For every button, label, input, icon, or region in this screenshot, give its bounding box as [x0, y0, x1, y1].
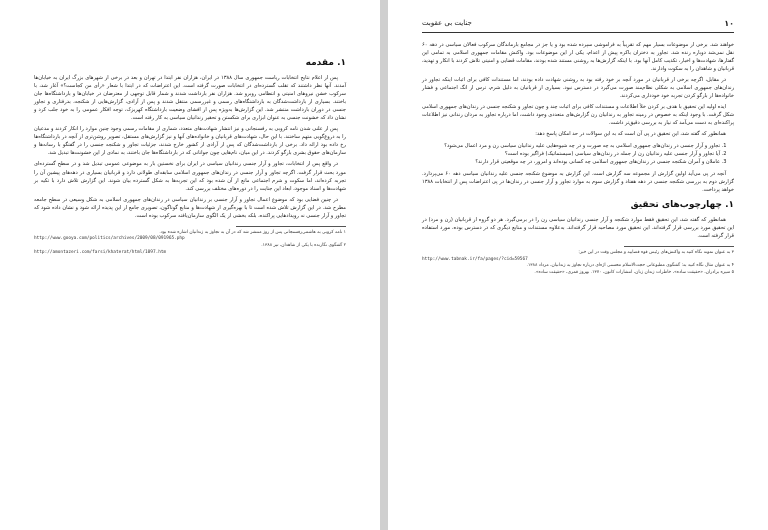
body-paragraph: همانطور که گفته شد، این تحقیق فقط موارد شکنجه و آزار جنسی زندانیان سیاسی زن را در برمی‌گیرد. هر دو گروه از قربانیان (زن و مرد) در این تحقیق مورد بررسی قرار گرفته‌اند. این تحقیق مورد مصاحبه قرار گرفته‌اند. به‌علاوه مستندات و منابع دیگری که در دسترس بوده، مورد استفاده قرار گرفته است. — [422, 216, 734, 239]
question-item: 3. عاملان و آمران شکنجه جنسی در زندان‌های جمهوری اسلامی چه کسانی بوده‌اند و امروز، در چه موقعیتی قرار دارند؟ — [422, 158, 720, 166]
body-paragraph: در چنین فضایی بود که موضوع اعمال تجاوز و آزار جنسی بر زندانیان سیاسی در زندان‌های جمهوری اسلامی به شکل وسیعی در سطح جامعه مطرح شد. در این گزارش تلاش شده است تا با بهره‌گیری از شهادت‌ها و منابع گوناگون، تصویری جامع از این پدیده ارائه شود و نشان داده شود که تجاوز و آزار جنسی نه رویدادهایی پراکنده، بلکه بخشی از یک الگوی سازمان‌یافته سرکوب بوده است. — [34, 196, 346, 219]
body-paragraph: خواهند شد. برخی از موضوعات بسیار مهم که تقریباً به فراموشی سپرده شده بود و یا جز در مجامع بازماندگان سرکوب فعالان سیاسی در دهه ۶۰ نقل نمی‌شد دوباره زنده شد. تجاوز به دختران باکره پیش از اعدام، یکی از این موضوعات بود. واکنش مقامات جمهوری اسلامی به تمامی این گفتارها، شهادت‌ها و اخبار، تکذیب کامل آنها بود. با اینکه گزارش‌ها به روشنی مستند شده بودند، مقامات قضایی و امنیتی تلاش کردند با انکار و تهدید، قربانیان و شاهدان را به سکوت وادارند. — [422, 42, 734, 73]
research-questions — [422, 142, 720, 166]
footnote-divider — [236, 226, 346, 227]
section-title-framework: ۱. چهارچوب‌های تحقیق — [630, 199, 734, 210]
footnote: ۵ منیره برادران، «حقیقت ساده»، خاطرات زندان زنان، انتشارات کانون، ۱۳۷۰. بهروز قمری، «حقیقت ساده». — [534, 269, 734, 275]
left-page — [0, 0, 380, 530]
right-page — [388, 0, 768, 530]
book-title: جنایت بی عقوبت — [422, 19, 472, 27]
body-paragraph: همانطور که گفته شد، این تحقیق در پی آن است که به این سوالات در حد امکان پاسخ دهد: — [535, 131, 726, 138]
footnote-link[interactable]: http://amontazeri.com/farsi/khaterat/html/1097.htm — [34, 249, 167, 255]
body-paragraph: آنچه در پی می‌آید اولین گزارش از مجموعه سه گزارش است. این گزارش به موضوع شکنجه جنسی علیه زندانیان سیاسی دهه ۶۰ می‌پردازد. گزارش دوم به بررسی شکنجه جنسی در دهه هفتاد و گزارش سوم به موارد تجاوز و آزار جنسی در زندان‌ها در پی اعتراضات پس از انتخابات ۱۳۸۸ خواهد پرداخت. — [422, 170, 734, 193]
body-paragraph: در مقابل، اگرچه برخی از قربانیان در مورد آنچه بر خود رفته بود به روشنی شهادت داده بودند، اما مستندات کافی برای اثبات اینکه تجاوز در زندان‌های جمهوری اسلامی به شکلی نظام‌مند صورت می‌گیرد در دسترس نبود. بسیاری از قربانیان به دلیل شرم، ترس از انگ اجتماعی و فشار خانواده‌ها از بازگو کردن تجربه خود خودداری می‌کردند. — [422, 77, 734, 100]
body-paragraph: پس از اعلام نتایج انتخابات ریاست جمهوری سال ۱۳۸۸ در ایران، هزاران نفر ابتدا در تهران و بعد در برخی از شهرهای بزرگ ایران به خیابان‌ها آمدند. آنها نظر داشتند که تقلب گسترده‌ای در انتخابات صورت گرفته است. این اعتراضات که در ابتدا با شعار «رأی من کجاست؟» آغاز شد، با سرکوب خشن نیروهای امنیتی و انتظامی روبرو شد. هزاران نفر بازداشت شدند و شمار قابل توجهی از معترضان در خیابان‌ها و بازداشتگاه‌ها جان باختند. بسیاری از بازداشت‌شدگان به بازداشتگاه‌های رسمی و غیررسمی منتقل شدند و پس از آزادی، گزارش‌هایی از شکنجه، بدرفتاری و تجاوز جنسی در دوران بازداشت منتشر شد. این گزارش‌ها به‌ویژه پس از افشای وضعیت بازداشتگاه کهریزک، توجه افکار عمومی را به خود جلب کرد و نشان داد که خشونت جنسی به عنوان ابزاری برای شکستن و تحقیر زندانیان سیاسی به کار رفته است. — [34, 75, 346, 122]
footnote: ۳ به عنوان نمونه نگاه کنید به واکنش‌های رئیس قوه قضاییه و مجلس وقت در این خبر: — [578, 249, 734, 255]
running-header — [422, 16, 734, 30]
footnote-link[interactable]: http://www.tabnak.ir/fa/pages/?cid=59567 — [422, 256, 528, 262]
section-title-introduction: ۱. مقدمه — [305, 58, 346, 68]
question-item: 1. تجاوز و آزار جنسی در زندان‌های جمهوری اسلامی به چه صورت و در چه شیوه‌هایی علیه زندانیان سیاسی زن و مرد اعمال می‌شود؟ — [422, 142, 720, 150]
page-number: ۱۰ — [724, 18, 734, 28]
footnote-divider — [624, 246, 734, 247]
body-paragraph: در واقع پس از انتخابات، تجاوز و آزار جنسی زندانیان سیاسی در ایران برای نخستین بار به موضوعی عمومی تبدیل شد و در سطح گسترده‌ای مورد بحث قرار گرفت. اگرچه تجاوز و آزار جنسی در زندان‌های جمهوری اسلامی سابقه‌ای طولانی دارد و قربانیان بسیاری در دهه‌های پیشین آن را تجربه کرده‌اند، اما سکوت و شرم اجتماعی مانع از آن شده بود که این تجربه‌ها به شکل گسترده بیان شوند. این گزارش تلاش دارد با تکیه بر شهادت‌ها و اسناد موجود، ابعاد این جنایت را در دوره‌های مختلف بررسی کند. — [34, 161, 346, 192]
header-rule — [422, 32, 734, 33]
footnote-link[interactable]: http://www.gooya.com/politics/archives/2009/08/091965.php — [34, 236, 185, 242]
question-item: 2. آیا تجاوز و آزار جنسی علیه زندانیان زن از جمله در زندان‌های سیاسی (سیستماتیک) فراگیر بوده است؟ — [422, 150, 720, 158]
body-paragraph: ایده اولیه این تحقیق با هدف بر کردن خلأ اطلاعات و مستندات کافی برای اثبات چند و چون تجاوز و شکنجه جنسی در زندان‌های جمهوری اسلامی شکل گرفت. با وجود اینکه به خصوص در زمینه تجاوز به زندانیان زن گزارش‌های متعددی وجود داشت، اما درباره تجاوز به مردان زندانی نیز اطلاعات پراکنده‌ای به دست می‌آمد که نیاز به بررسی دقیق‌تر داشت. — [422, 104, 734, 127]
footnote: ۱ نامه کروبی به هاشمی‌رفسنجانی پس از روز منتشر شد که در آن به تجاوز به زندانیان اشاره شده بود. — [159, 229, 346, 235]
body-paragraph: پس از علنی شدن نامه کروبی به رفسنجانی و نیز انتشار شهادت‌های متعدد، شماری از مقامات رسمی وجود چنین موارد را انکار کردند و مدعیان را به دروغ‌گویی متهم ساختند. با این حال، شهادت‌های قربانیان و خانواده‌های آنها و نیز گزارش‌های مستقل، تصویر روشن‌تری از آنچه در بازداشتگاه‌ها رخ داده بود ارائه داد. برخی از بازداشت‌شدگان که پس از آزادی از کشور خارج شدند، جزئیات تجاوز و شکنجه جنسی را در گفتگو با رسانه‌ها و سازمان‌های حقوق بشری بازگو کردند. در این میان، نام‌هایی چون جوانانی که در بازداشتگاه‌ها جان باختند، به نمادی از این خشونت‌ها تبدیل شد. — [34, 126, 346, 157]
footnote: ۲ گفتگوی نگارنده با یکی از شاهدان، تیر ۱۳۸۸. — [261, 242, 346, 248]
footnote: ۴ به عنوان مثال نگاه کنید به: گفتگوی مطبوعاتی حجت‌الاسلام محسنی اژه‌ای درباره تجاوز به زندانیان، مرداد ۱۳۸۸. — [526, 263, 734, 269]
book-gutter — [380, 0, 388, 530]
